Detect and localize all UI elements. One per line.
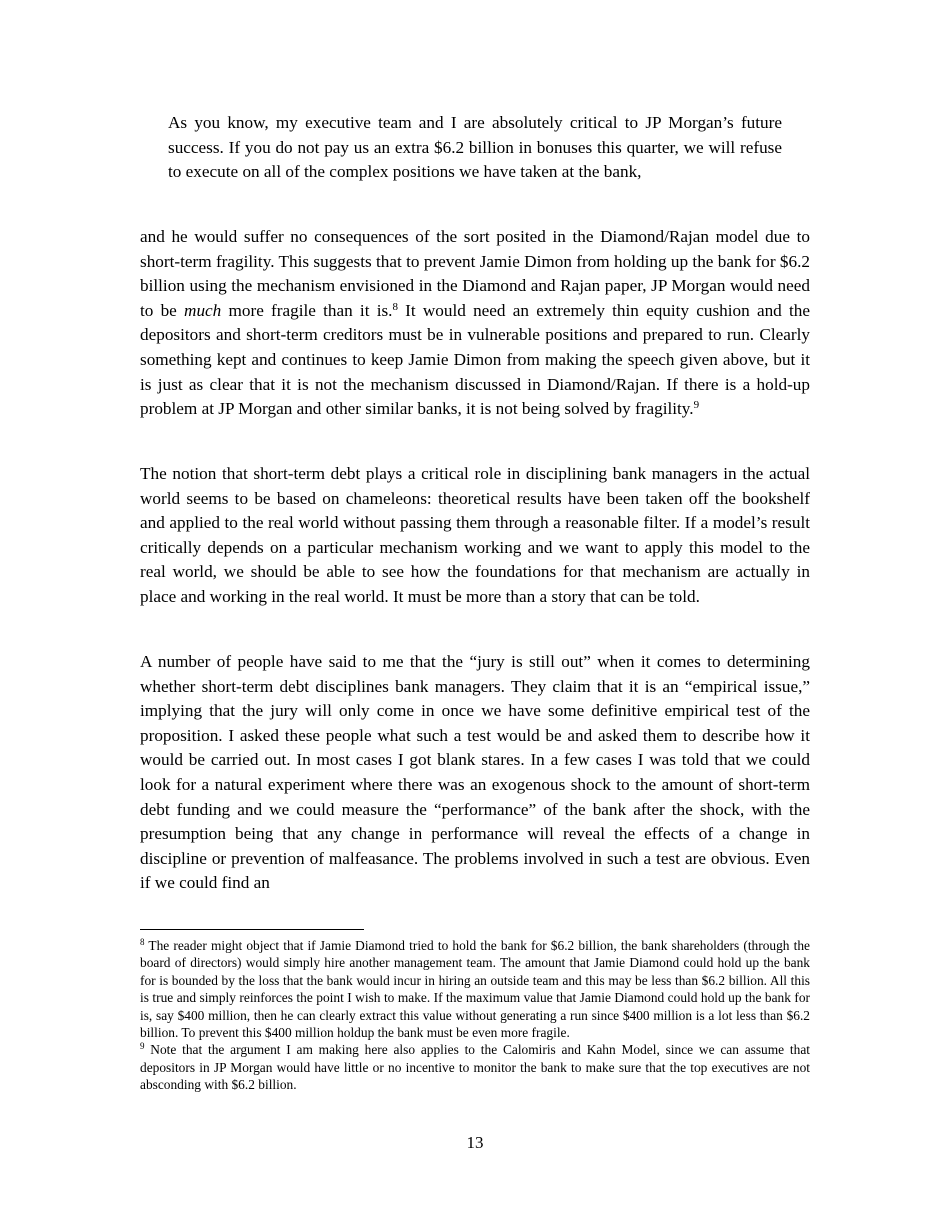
footnote-9 xyxy=(140,1041,810,1093)
block-quote xyxy=(168,111,782,185)
paragraph-1-text-a: and he would suffer no consequences of the sort posited in the Diamond/Rajan model due to short-term fragility. This suggests that to prevent Jamie Dimon from holding up the bank for $6.2 billion using the mechanism envisioned in the Diamond and Rajan paper, JP Morgan would need to be xyxy=(140,227,810,320)
block-quote-text: As you know, my executive team and I are absolutely critical to JP Morgan’s future success. If you do not pay us an extra $6.2 billion in bonuses this quarter, we will refuse to execute on all of the complex positions we have taken at the bank, xyxy=(168,113,782,182)
footnote-9-text: Note that the argument I am making here also applies to the Calomiris and Kahn Model, since we can assume that depositors in JP Morgan would have little or no incentive to monitor the bank to make sure that the top executives are not absconding with $6.2 billion. xyxy=(140,1042,810,1093)
body-paragraph-3 xyxy=(140,650,810,896)
footnote-reference-8[interactable]: 8 xyxy=(392,300,398,313)
footnote-marker-9: 9 xyxy=(140,1041,145,1052)
footnote-marker-8: 8 xyxy=(140,937,145,947)
footnote-8 xyxy=(140,937,810,1041)
emphasis-much: much xyxy=(184,300,222,320)
body-paragraph-2 xyxy=(140,462,810,610)
paragraph-1-text-b: more fragile than it is. xyxy=(221,300,393,320)
paragraph-2-text: The notion that short-term debt plays a critical role in disciplining bank managers in the actual world seems to be based on chameleons: theoretical results have been taken off the bookshelf and applied to the real world without passing them through a reasonable filter. If a model’s result critically depends on a particular mechanism working and we want to apply this model to the real world, we should be able to see how the foundations for that mechanism are actually in place and working in the real world. It must be more than a story that can be told. xyxy=(140,464,810,606)
page-number: 13 xyxy=(466,1133,484,1152)
paragraph-1-text-c: It would need an extremely thin equity cushion and the depositors and short-term creditors must be in vulnerable positions and prepared to run. Clearly something kept and continues to keep Jamie Dimon from making the speech given above, but it is just as clear that it is not the mechanism discussed in Diamond/Rajan. If there is a hold-up problem at JP Morgan and other similar banks, it is not being solved by fragility. xyxy=(140,300,810,419)
paragraph-3-text: A number of people have said to me that the “jury is still out” when it comes to determining whether short-term debt disciplines bank managers. They claim that it is an “empirical issue,” implying that the jury will only come in once we have some definitive empirical test of the proposition. I asked these people what such a test would be and asked them to describe how it would be carried out. In most cases I got blank stares. In a few cases I was told that we could look for a natural experiment where there was an exogenous shock to the amount of short-term debt funding and we could measure the “performance” of the bank after the shock, with the presumption being that any change in performance will reveal the effects of a change in discipline or prevention of malfeasance. The problems involved in such a test are obvious. Even if we could find an xyxy=(140,652,810,893)
footnotes xyxy=(140,937,810,1094)
footnote-separator xyxy=(140,929,364,930)
footnote-reference-9[interactable]: 9 xyxy=(693,399,700,412)
body-paragraph-1 xyxy=(140,225,810,422)
footnote-8-text: The reader might object that if Jamie Diamond tried to hold the bank for $6.2 billion, the bank shareholders (through the board of directors) would simply hire another management team. The amount that Jamie Diamond could hold up the bank for is bounded by the loss that the bank would incur in hiring an outside team and this may be less than $6.2 billion. All this is true and simply reinforces the point I wish to make. If the maximum value that Jamie Diamond could hold up the bank for is, say $400 million, then he can clearly extract this value without generating a run since $400 million is a lot less than $6.2 billion. To prevent this $400 million holdup the bank must be even more fragile. xyxy=(140,938,810,1041)
